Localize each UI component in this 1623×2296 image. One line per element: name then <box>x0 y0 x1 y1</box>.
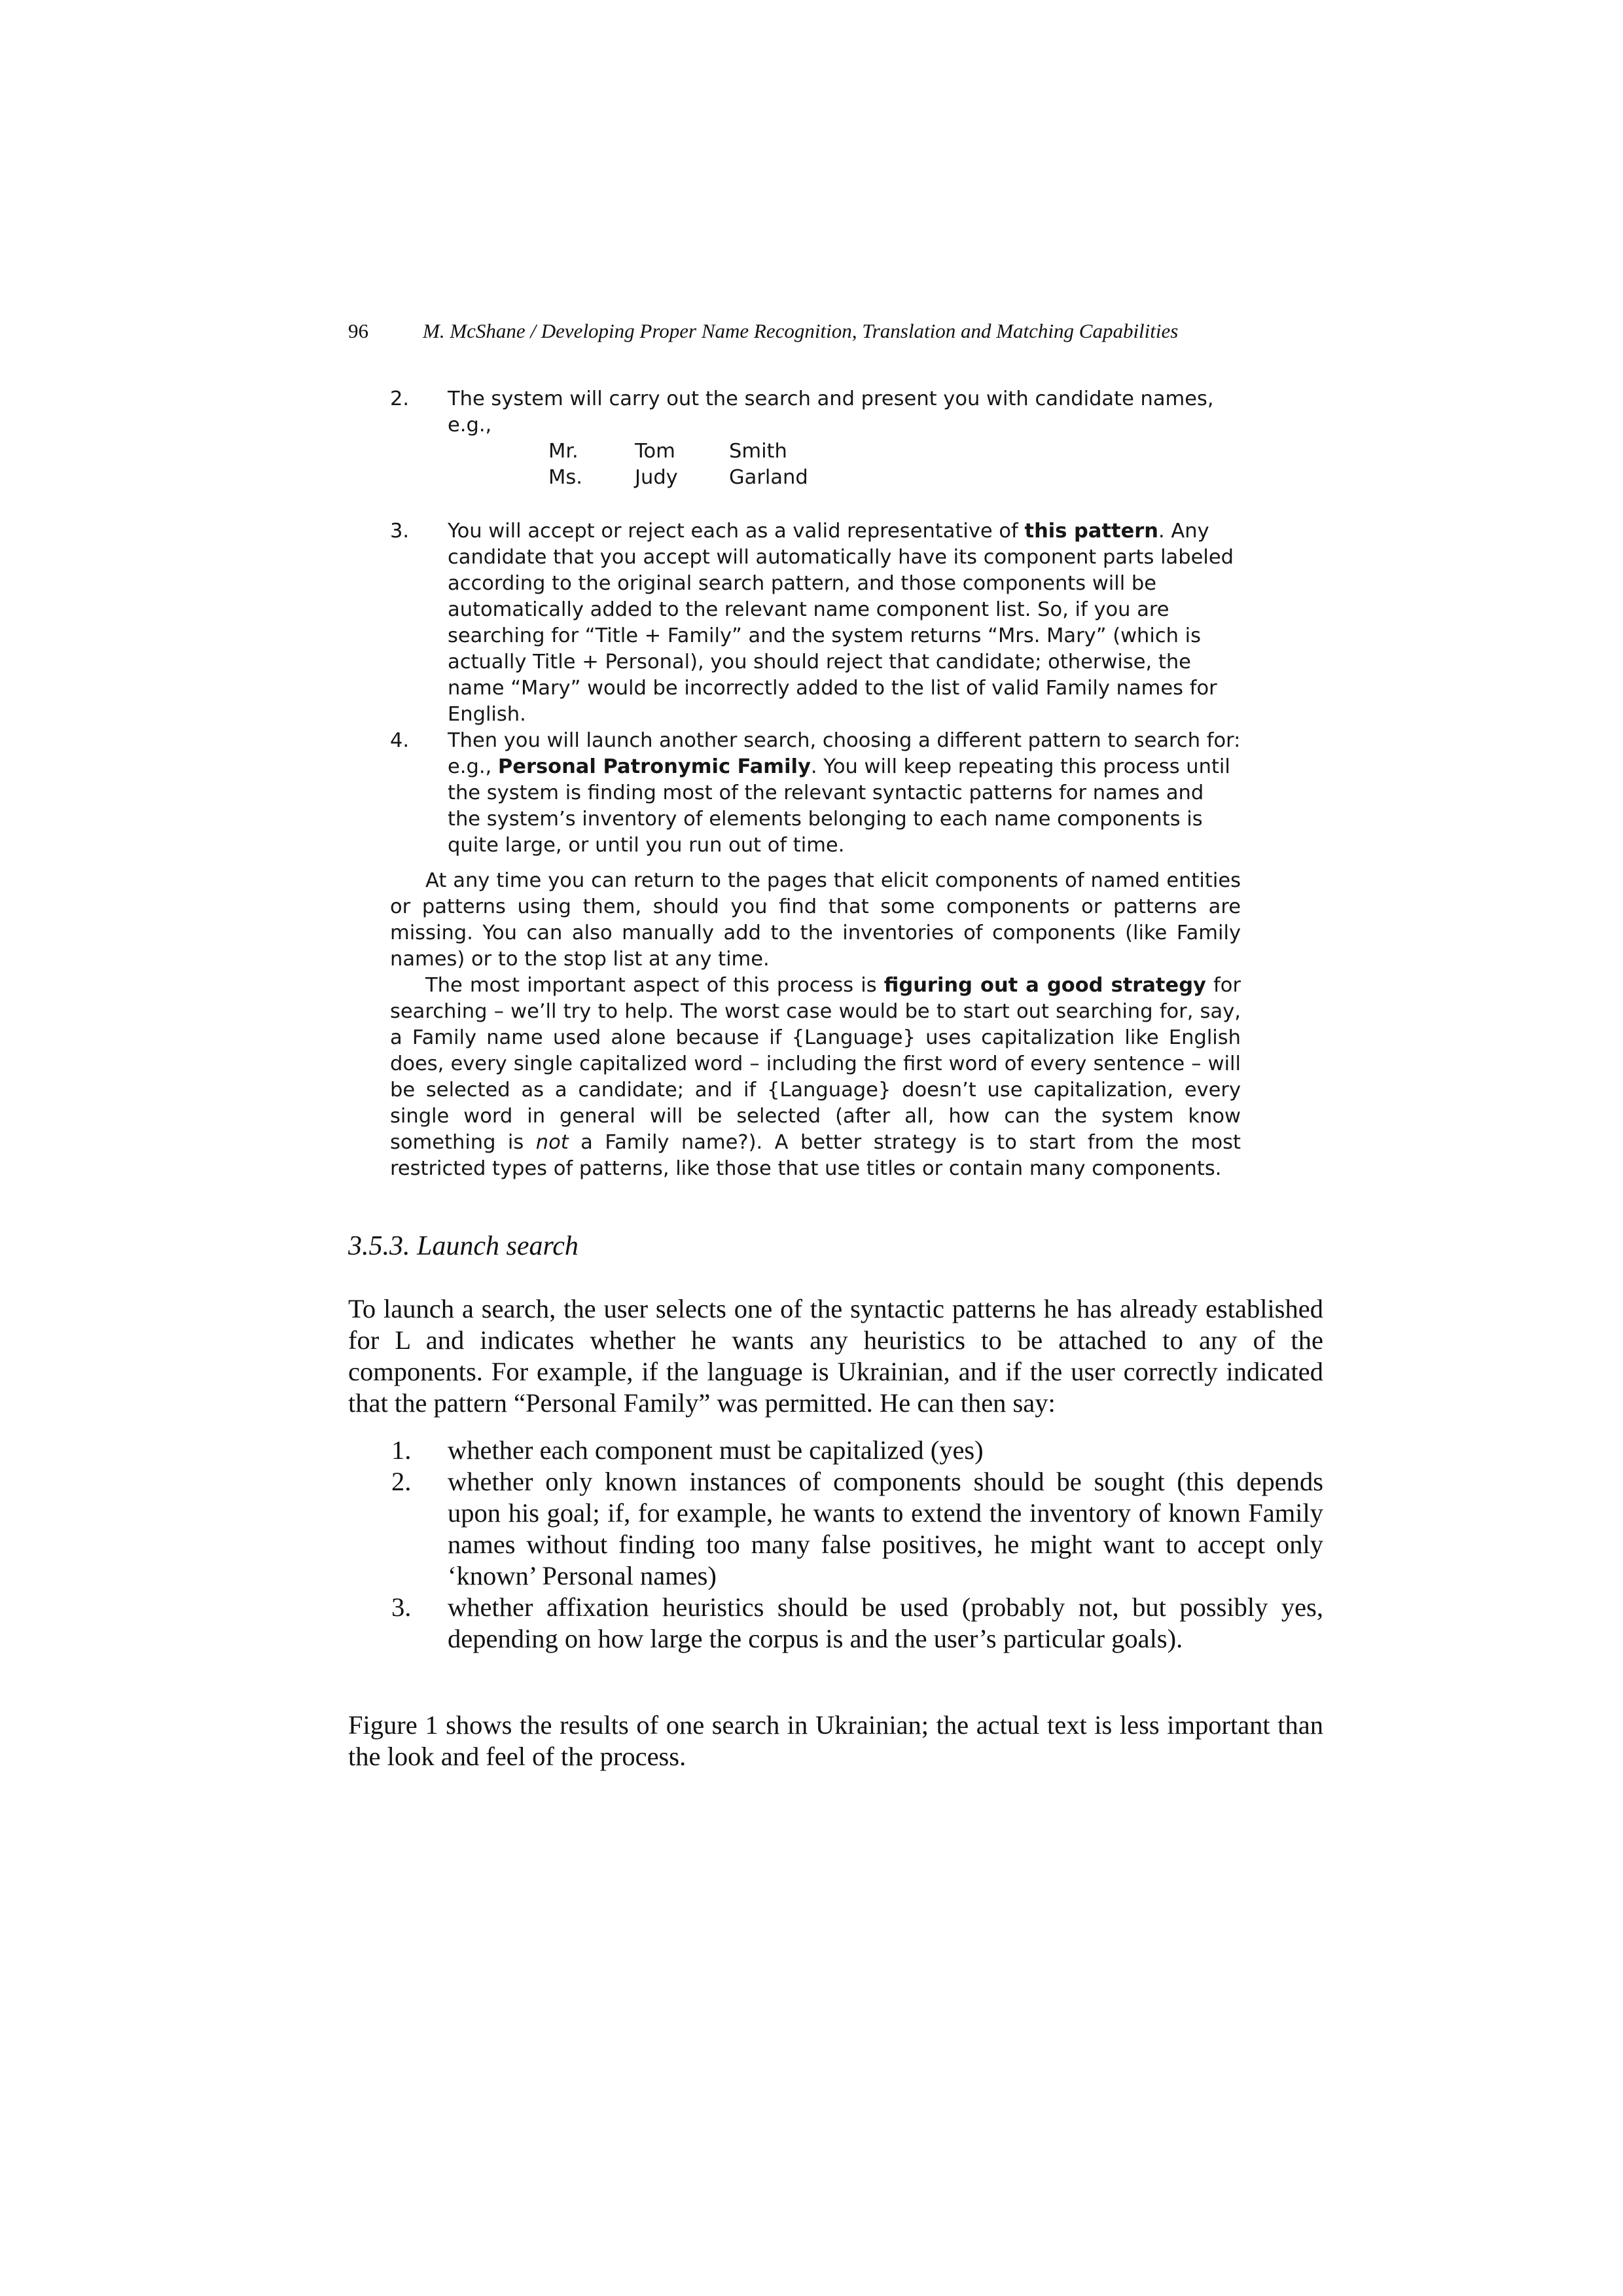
step-emphasis: this pattern <box>1024 520 1159 543</box>
section-intro: To launch a search, the user selects one of the syntactic patterns he has already established for L and indicates whether he wants any heuristics to be attached to any of the components. For example, if the language is Ukrainian, and if the user correctly indicated that the pattern “Personal Family” was permitted. He can then say: <box>348 1294 1323 1418</box>
instructions-block <box>390 868 1241 1182</box>
para-text: a Family name?). A better strategy is to start from the most restricted types of patterns, like those that use titles or contain many components. <box>390 1131 1241 1180</box>
list-text: whether only known instances of components should be sought (this depends upon his goal; if, for example, he wants to extend the inventory of known Family names without finding too many false positives, he might want to accept only ‘known’ Personal names) <box>448 1467 1323 1590</box>
step-number: 3. <box>390 520 410 543</box>
step-text: The system will carry out the search and present you with candidate names, e.g., <box>448 387 1214 437</box>
instructions-paragraph-1: At any time you can return to the pages that elicit components of named entities or patterns using them, should you find that some components or patterns are missing. You can also manually add to the inventories of components (like Family names) or to the stop list at any time. <box>390 869 1241 971</box>
closing-paragraph: Figure 1 shows the results of one search in Ukrainian; the actual text is less important than the look and feel of the process. <box>348 1710 1323 1771</box>
step-text: You will accept or reject each as a valid representative of <box>448 520 1025 543</box>
list-number: 2. <box>391 1467 412 1496</box>
step-text: Then you will launch another search, choosing a different pattern to search for: e.g., <box>448 729 1241 778</box>
name-title: Ms. <box>548 466 582 489</box>
section-heading: 3.5.3. Launch search <box>348 1231 579 1261</box>
running-title: M. McShane / Developing Proper Name Recognition, Translation and Matching Capabilities <box>423 319 1179 342</box>
step-item-4 <box>390 728 1241 859</box>
para-italic: not <box>535 1131 569 1154</box>
name-personal: Judy <box>635 466 678 489</box>
name-family: Smith <box>729 440 787 463</box>
heuristics-list <box>348 1435 1323 1655</box>
para-text: The most important aspect of this process is <box>425 974 884 997</box>
name-family: Garland <box>729 466 808 489</box>
step-number: 2. <box>390 387 410 410</box>
list-item <box>348 1466 1323 1592</box>
para-emphasis: figuring out a good strategy <box>883 974 1206 997</box>
steps-list <box>390 386 1241 859</box>
step-emphasis: Personal Patronymic Family <box>497 755 811 778</box>
list-item <box>348 1435 1323 1466</box>
list-item <box>348 1592 1323 1655</box>
candidate-names <box>448 439 1241 491</box>
name-title: Mr. <box>548 440 579 463</box>
page-number: 96 <box>348 319 368 342</box>
para-text: for searching – we’ll try to help. The worst case would be to start out searching for, say, a Family name used alone because if {Language} uses capitalization like English does, every single capitalized word – including the first word of every sentence – will be selected as a candidate; and if {Language} doesn’t use capitalization, every single word in general will be selected (after all, how can the system know something is <box>390 974 1241 1154</box>
step-number: 4. <box>390 729 410 752</box>
list-number: 1. <box>391 1435 412 1465</box>
step-item-3 <box>390 518 1241 728</box>
step-text: . Any candidate that you accept will automatically have its component parts labeled according to the original search pattern, and those components will be automatically added to the relevant name component list. So, if you are searching for “Title + Family” and the system returns “Mrs. Mary” (which is actually Title + Personal), you should reject that candidate; otherwise, the name “Mary” would be incorrectly added to the list of valid Family names for English. <box>448 520 1234 726</box>
step-text: . You will keep repeating this process until the system is finding most of the relevant syntactic patterns for names and the system’s inventory of elements belonging to each name components is quite large, or until you run out of time. <box>448 755 1230 857</box>
instructions-paragraph-2 <box>390 973 1241 1182</box>
name-personal: Tom <box>635 440 675 463</box>
list-text: whether each component must be capitalized (yes) <box>448 1435 984 1465</box>
step-item-2 <box>390 386 1241 491</box>
list-number: 3. <box>391 1592 412 1622</box>
list-text: whether affixation heuristics should be used (probably not, but possibly yes, depending on how large the corpus is and the user’s particular goals). <box>448 1592 1323 1653</box>
